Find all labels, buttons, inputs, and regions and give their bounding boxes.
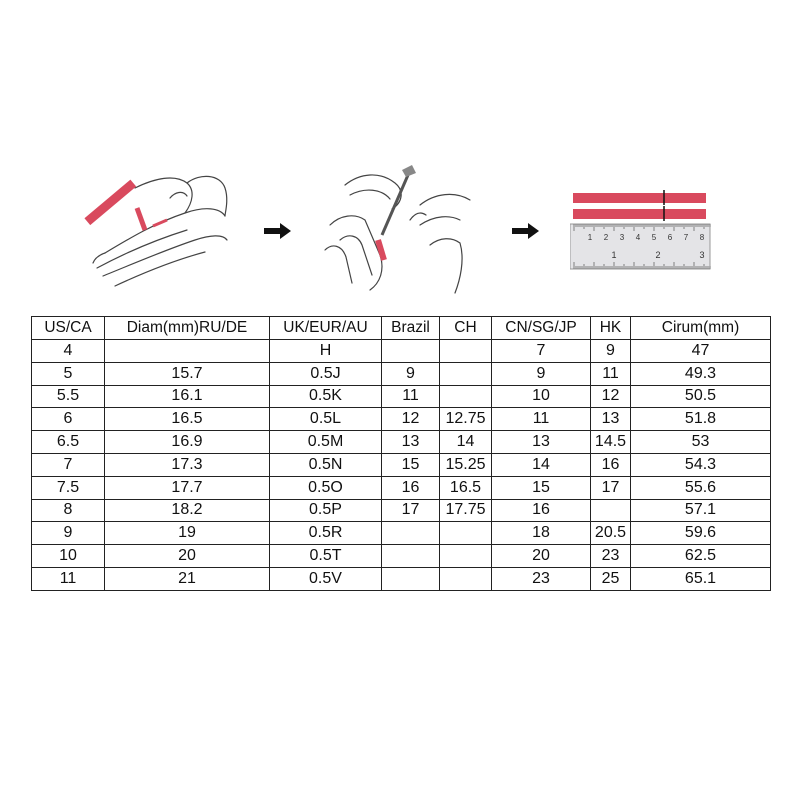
table-cell: 17 [382, 499, 440, 522]
table-cell: 15.7 [105, 362, 270, 385]
header-diam-ru-de: Diam(mm)RU/DE [105, 317, 270, 340]
table-row [32, 340, 771, 363]
table-cell [440, 362, 492, 385]
table-cell: 11 [382, 385, 440, 408]
tape-on-ruler-icon [570, 190, 720, 272]
table-cell: 18 [492, 522, 591, 545]
table-row [32, 476, 771, 499]
table-cell: 51.8 [631, 408, 771, 431]
table-cell [591, 499, 631, 522]
table-cell: 16.5 [440, 476, 492, 499]
table-cell: 5.5 [32, 385, 105, 408]
table-cell: 14 [440, 431, 492, 454]
table-cell: 12.75 [440, 408, 492, 431]
header-brazil: Brazil [382, 317, 440, 340]
table-cell: 15 [492, 476, 591, 499]
table-cell: 25 [591, 567, 631, 590]
table-cell: 53 [631, 431, 771, 454]
table-cell: 4 [32, 340, 105, 363]
table-cell [382, 340, 440, 363]
arrow-right-icon [264, 222, 292, 240]
ruler-number: 6 [667, 233, 673, 242]
table-row [32, 408, 771, 431]
table-cell: 16.5 [105, 408, 270, 431]
table-header-row [32, 317, 771, 340]
table-cell: 10 [32, 545, 105, 568]
table-cell [440, 385, 492, 408]
table-cell: 0.5K [270, 385, 382, 408]
ruler-number: 4 [635, 233, 641, 242]
table-row [32, 499, 771, 522]
table-cell: 9 [382, 362, 440, 385]
table-cell: 47 [631, 340, 771, 363]
ruler-number: 1 [611, 250, 617, 260]
table-cell: 62.5 [631, 545, 771, 568]
table-cell: 12 [382, 408, 440, 431]
table-cell [440, 567, 492, 590]
table-cell: 20 [105, 545, 270, 568]
table-cell: 6.5 [32, 431, 105, 454]
table-cell: 17 [591, 476, 631, 499]
ruler-number: 3 [699, 250, 705, 260]
header-hk: HK [591, 317, 631, 340]
table-cell: 17.75 [440, 499, 492, 522]
table-cell: 23 [492, 567, 591, 590]
table-cell: 16 [591, 453, 631, 476]
table-cell: 9 [591, 340, 631, 363]
table-cell: 7 [492, 340, 591, 363]
table-cell: 13 [492, 431, 591, 454]
table-cell: 11 [492, 408, 591, 431]
table-cell: 9 [32, 522, 105, 545]
table-cell: 8 [32, 499, 105, 522]
table-cell: 10 [492, 385, 591, 408]
table-cell: 14 [492, 453, 591, 476]
table-cell: 17.7 [105, 476, 270, 499]
header-ch: CH [440, 317, 492, 340]
table-cell: 0.5N [270, 453, 382, 476]
ruler-number: 2 [603, 233, 609, 242]
table-row [32, 522, 771, 545]
table-cell [440, 340, 492, 363]
ruler-number: 2 [655, 250, 661, 260]
table-row [32, 453, 771, 476]
ruler-number: 7 [683, 233, 689, 242]
table-cell: 0.5M [270, 431, 382, 454]
table-cell: 7 [32, 453, 105, 476]
table-cell: 14.5 [591, 431, 631, 454]
table-cell [105, 340, 270, 363]
arrow-right-icon [512, 222, 540, 240]
table-cell [382, 545, 440, 568]
table-cell: 6 [32, 408, 105, 431]
table-cell: 65.1 [631, 567, 771, 590]
table-cell: 23 [591, 545, 631, 568]
table-cell: 17.3 [105, 453, 270, 476]
table-cell: 16 [492, 499, 591, 522]
table-cell: 16 [382, 476, 440, 499]
table-cell: 50.5 [631, 385, 771, 408]
table-cell: 19 [105, 522, 270, 545]
hand-wrapping-tape-icon [75, 168, 245, 288]
ruler-number: 1 [587, 233, 593, 242]
table-cell: 0.5O [270, 476, 382, 499]
table-cell: 21 [105, 567, 270, 590]
table-cell: 0.5V [270, 567, 382, 590]
header-cn-sg-jp: CN/SG/JP [492, 317, 591, 340]
table-cell: 9 [492, 362, 591, 385]
table-cell: 0.5J [270, 362, 382, 385]
header-uk-eur-au: UK/EUR/AU [270, 317, 382, 340]
table-row [32, 362, 771, 385]
table-row [32, 431, 771, 454]
table-row [32, 385, 771, 408]
ruler-number: 5 [651, 233, 657, 242]
table-cell [382, 567, 440, 590]
table-cell: 11 [32, 567, 105, 590]
ruler-number: 8 [699, 233, 705, 242]
table-cell [382, 522, 440, 545]
header-us-ca: US/CA [32, 317, 105, 340]
table-cell: 12 [591, 385, 631, 408]
table-cell: 13 [382, 431, 440, 454]
table-cell: 16.1 [105, 385, 270, 408]
ring-size-table [31, 316, 771, 591]
table-cell: 59.6 [631, 522, 771, 545]
table-cell: 11 [591, 362, 631, 385]
table-cell: 0.5T [270, 545, 382, 568]
ruler-number: 3 [619, 233, 625, 242]
table-cell: 0.5L [270, 408, 382, 431]
table-cell: 15.25 [440, 453, 492, 476]
table-cell: 15 [382, 453, 440, 476]
table-cell: 20.5 [591, 522, 631, 545]
table-cell: 57.1 [631, 499, 771, 522]
table-cell: 5 [32, 362, 105, 385]
hand-marking-tape-icon [320, 165, 480, 295]
table-cell: 0.5R [270, 522, 382, 545]
table-cell: H [270, 340, 382, 363]
table-cell [440, 545, 492, 568]
table-cell: 0.5P [270, 499, 382, 522]
table-cell [440, 522, 492, 545]
table-row [32, 567, 771, 590]
table-cell: 49.3 [631, 362, 771, 385]
table-cell: 13 [591, 408, 631, 431]
table-row [32, 545, 771, 568]
table-cell: 20 [492, 545, 591, 568]
table-cell: 54.3 [631, 453, 771, 476]
table-cell: 16.9 [105, 431, 270, 454]
table-cell: 18.2 [105, 499, 270, 522]
table-cell: 55.6 [631, 476, 771, 499]
table-cell: 7.5 [32, 476, 105, 499]
header-circum: Cirum(mm) [631, 317, 771, 340]
